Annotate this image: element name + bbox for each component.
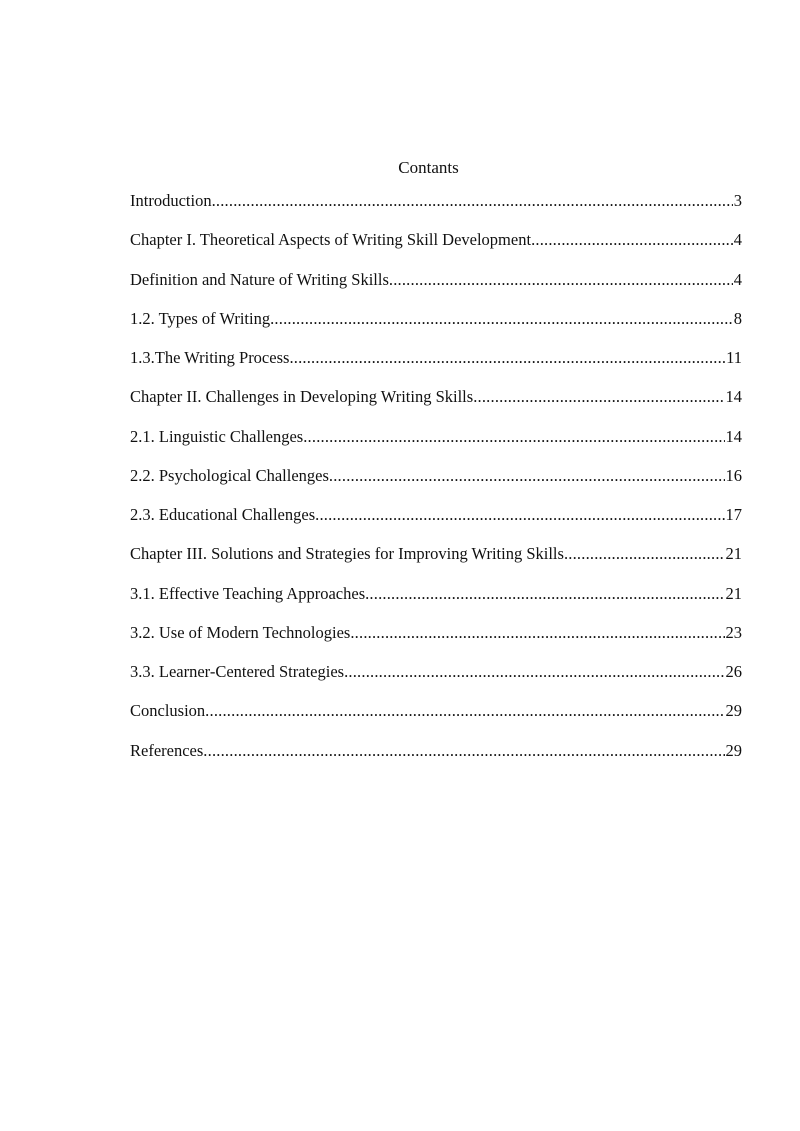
toc-entry-page: 14 [725, 426, 742, 446]
toc-dot-leader [270, 308, 733, 330]
toc-entry-page: 29 [725, 740, 742, 760]
toc-entry[interactable] [130, 700, 742, 739]
toc-dot-leader [315, 504, 724, 526]
toc-dot-leader [350, 622, 724, 644]
toc-entry-label: 3.3. Learner-Centered Strategies [130, 662, 345, 681]
toc-entry-page: 29 [725, 701, 742, 721]
toc-dot-leader [344, 661, 724, 683]
toc-dot-leader [205, 700, 724, 722]
toc-dot-leader [303, 426, 724, 448]
toc-entry-label: 2.1. Linguistic Challenges [130, 426, 304, 446]
toc-entry-label: Chapter II. Challenges in Developing Writing Skills [130, 387, 474, 407]
toc-entry[interactable] [130, 504, 742, 543]
toc-entry[interactable] [130, 426, 742, 465]
toc-entry-page: 23 [725, 622, 742, 642]
toc-entry[interactable] [130, 543, 742, 582]
toc-entry-label: References [130, 740, 204, 760]
toc-dot-leader [531, 229, 733, 251]
toc-entry[interactable] [130, 622, 742, 661]
toc-entry-label: Conclusion [130, 701, 206, 721]
toc-entry-page: 17 [725, 505, 742, 524]
toc-entry-label: 3.2. Use of Modern Technologies [130, 622, 351, 642]
toc-entry-page: 26 [725, 662, 742, 681]
toc-entry[interactable] [130, 308, 742, 347]
toc-entry-page: 8 [733, 308, 742, 328]
toc-entry-label: Introduction [130, 191, 212, 210]
toc-entry-page: 21 [725, 583, 742, 603]
toc-dot-leader [564, 543, 725, 565]
toc-entry[interactable] [130, 229, 742, 268]
toc-entry[interactable] [130, 190, 742, 229]
toc-entry-label: 2.3. Educational Challenges [130, 505, 316, 524]
toc-entry-label: 2.2. Psychological Challenges [130, 465, 329, 485]
toc-entry-label: Chapter I. Theoretical Aspects of Writing Skill Development [130, 230, 532, 250]
toc-entry[interactable] [130, 583, 742, 622]
toc-entry[interactable] [130, 661, 742, 700]
toc-dot-leader [289, 347, 725, 369]
toc-title: Contants [398, 158, 459, 177]
toc-entry-label: 1.2. Types of Writing [130, 308, 271, 328]
toc-dot-leader [473, 386, 724, 408]
toc-entry-label: 3.1. Effective Teaching Approaches [130, 583, 366, 603]
toc-entry[interactable] [130, 386, 742, 425]
toc-entry-page: 4 [733, 269, 742, 289]
toc-dot-leader [365, 583, 724, 605]
toc-dot-leader [212, 190, 733, 212]
toc-entry-page: 3 [733, 191, 742, 210]
toc-entry-page: 11 [726, 348, 742, 367]
toc-dot-leader [389, 269, 733, 291]
toc-entry-page: 21 [725, 544, 742, 564]
toc-entry-label: Definition and Nature of Writing Skills [130, 269, 389, 289]
toc-entry[interactable] [130, 347, 742, 386]
toc-entry-page: 16 [725, 465, 742, 485]
toc-entry-label: Chapter III. Solutions and Strategies for Improving Writing Skills [130, 544, 564, 564]
toc-entry-page: 14 [725, 387, 742, 407]
toc-dot-leader [203, 740, 724, 762]
toc-entry[interactable] [130, 465, 742, 504]
toc-entry-page: 4 [733, 230, 742, 250]
toc-list [130, 190, 742, 779]
toc-entry[interactable] [130, 269, 742, 308]
toc-entry[interactable] [130, 740, 742, 779]
toc-entry-label: 1.3.The Writing Process [130, 348, 290, 367]
toc-dot-leader [329, 465, 725, 487]
